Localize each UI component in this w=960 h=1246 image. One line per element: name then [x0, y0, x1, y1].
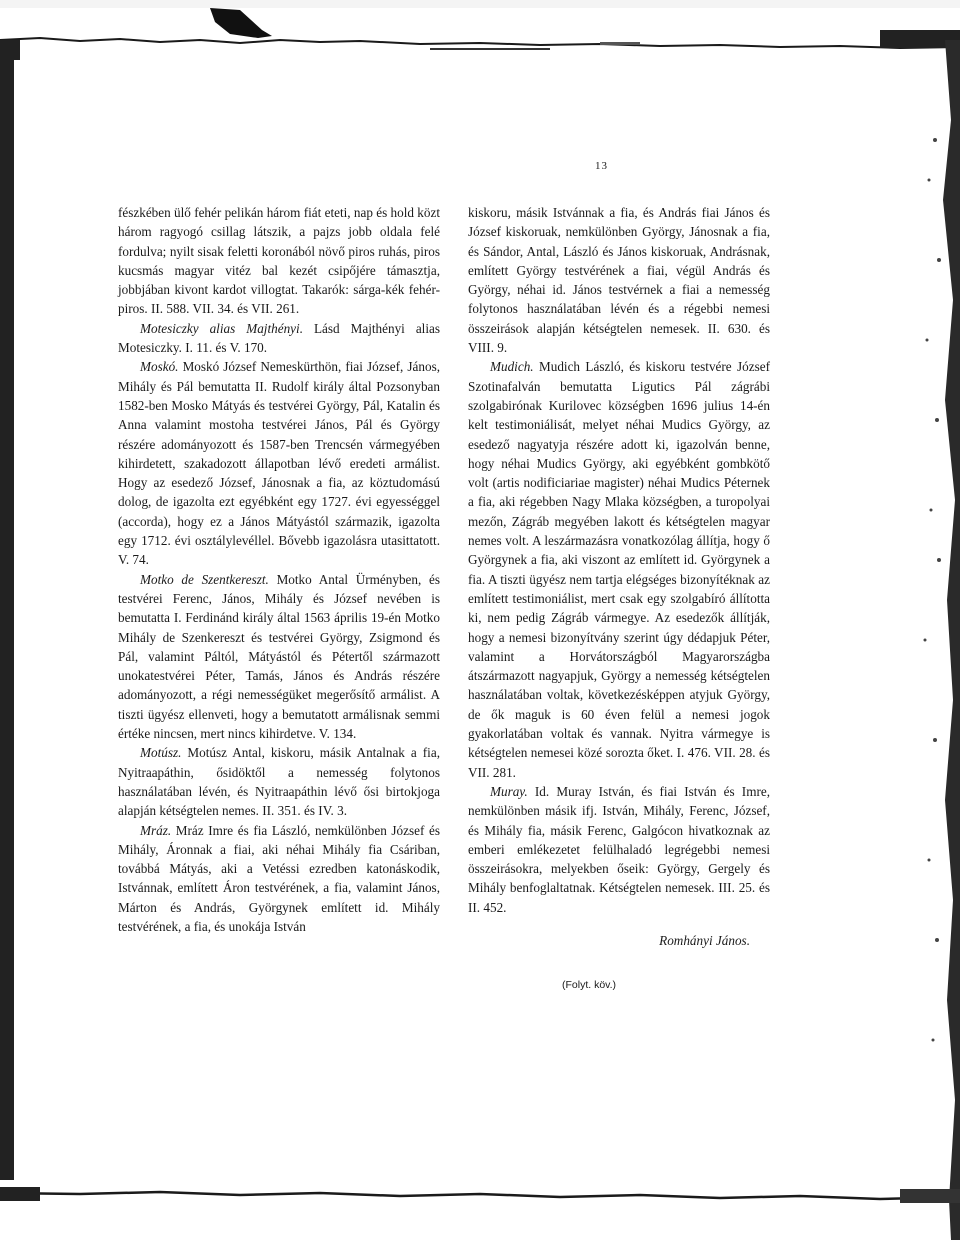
author-signature: Romhányi János.: [659, 932, 750, 948]
entry-title: Moskó.: [140, 359, 179, 375]
scan-border-left: [0, 40, 14, 1180]
entry-title: Muray.: [490, 783, 528, 799]
entry-text: Motko Antal Ürményben, és testvérei Ferenc, János, Mihály és József nevében is bemutatta I. Ferdinánd király által 1563 április 19-én Motko Mihály de Szenkereszt és testvérei György, Zsigmond és Pál, valamint Páltól, Mátyástól és Pétertől származott unokatestvérei Péter, Tamás, János és András részére adományozott, a régi nemességüket megerősítő armálist. A tiszti ügyész ellenveti, hogy a bemutatott armálisnak semmi értéke nincsen, mert nincs kihirdetve. V. 134.: [118, 571, 440, 742]
paragraph: [468, 357, 770, 782]
left-column: [118, 203, 440, 936]
entry-text: Id. Muray István, és fiai István és Imre, nemkülönben másik ifj. István, Mihály, Ferenc, József, és Mihály fia, másik Ferenc, Galgócon hivatkoznak az emberi emlékezetet felülhaladó legrégebbi nemesi összeirásokra, melyekben őseik: György, Gergely és Mihály benfoglaltatnak. Kétségtelen nemesek. III. 25. és II. 452.: [468, 783, 770, 915]
entry-text: Mráz Imre és fia László, nemkülönben József és Mihály, Áronnak a fiai, aki néhai Mihály fia Csáriban, továbbá Mátyás, aki a Vetéssi ezredben katonáskodik, Istvánnak, említett Áron testvérének, a fia, valamint János, Márton és András, Györgynek említett id. Mihály testvérének, a fia, és unokája István: [118, 822, 440, 934]
entry-text: Motúsz Antal, kiskoru, másik Antalnak a fia, Nyitraapáthin, ősidöktől a nemesség folytonos használatában lévén, és Nyitraapáthin lévő ősi birtokjoga alapján kétségtelen nemes. II. 351. és IV. 3.: [118, 745, 440, 819]
page-number: 13: [595, 160, 608, 172]
continuation-note: (Folyt. köv.): [562, 979, 617, 992]
scan-border-top: [0, 0, 960, 60]
entry-text: Lásd Majthényi alias Motesiczky. I. 11. és V. 170.: [118, 320, 440, 356]
entry-title: Mráz.: [140, 822, 172, 838]
paragraph: [118, 821, 440, 937]
paragraph: [118, 570, 440, 744]
paragraph: [118, 203, 440, 319]
entry-text: Mudich László, és kiskoru testvére József Szotinafalván bemutatta Ligutics Pál zágrábi szolgabirónak Kurilovec községben 1696 julius 14-én kelt testimoniálisát, melyet néhai Mudics György, az esedező nagyatyja részére adott ki, igazolván benne, hogy néhai Mudics György, aki egyébként gombkötő volt (artis nodificiariae magister) néhai Mudics Péternek a fia, aki régebben Nagy Mlaka községben, a turopolyai mezőn, Zágráb megyében lakott és kétségtelen magyar nemes volt. A leszármazásra vonatkozólag állítja, hogy ő Györgynek a fia, aki viszont az említett id. Györgynek a fia. A tiszti ügyész nem tartja elégséges bizonyítéknak az említett testimoniálist, mert csak egy szolgabíró állította ki, nem pedig Zágráb vármegye. Az esedezők állítják, hogy a nemesi bizonyítvány szerint úgy dédapjuk Péter, valamint a Horvátországból Magyarországba átszármazott nagyapjuk, György a nemesség kétségtelen használatában voltak, következésképpen atyjuk György, de ők maguk is 60 éven felül a nemesi jogok gyakorlatában voltak és vannak. Nyitra vármegye is kétségtelen nemesei közé sorozta őket. I. 476. VII. 28. és VII. 281.: [468, 359, 770, 780]
entry-title: Motúsz.: [140, 745, 182, 761]
paragraph: [468, 782, 770, 917]
entry-title: Motko de Szentkereszt.: [140, 571, 269, 587]
paragraph: [118, 357, 440, 569]
scan-border-bottom: [0, 1175, 960, 1215]
entry-text: Moskó József Nemeskürthön, fiai József, János, Mihály és Pál bemutatta II. Rudolf király által Pozsonyban 1582-ben Mosko Mátyás és testvérei György, Pál, Katalin és Anna valamint mostoha testvérei János, Pál és György részére adományozott és 1587-ben Trencsén vármegyében kihirdetett, szakadozott állapotban lévő eredeti armálist. Hogy az esedező József, Jánosnak a fia, az köztudomású dolog, de igazolta ezt egyébként egy 1727. évi egyességgel (accorda), hogy ez a János Mátyástól származik, igazolta egy 1712. évi osztálylevéllel. Bővebb igazolásra utasittatott. V. 74.: [118, 359, 440, 568]
entry-text: fészkében ülő fehér pelikán három fiát eteti, nap és hold közt három ragyogó csillag látszik, a pajzs jobb oldala felé fordulva; nyilt sisak feletti koronából növő piros ruhás, piros kucsmás magyar vitéz bal kezét csipőjére támasztja, jobbjában kivont kardot villogtat. Takarók: sárga-kék fehér-piros. II. 588. VII. 34. és VII. 261.: [118, 205, 440, 317]
entry-title: Motesiczky alias Majthényi.: [140, 320, 303, 336]
right-column: [468, 203, 770, 996]
paragraph: [118, 319, 440, 358]
paragraph: [468, 203, 770, 357]
paragraph: [118, 743, 440, 820]
scan-border-right: [915, 40, 960, 1240]
entry-title: Mudich.: [490, 359, 534, 375]
entry-text: kiskoru, másik Istvánnak a fia, és András fiai János és József kiskoruak, nemkülönben György, Jánosnak a fia, és Sándor, Antal, László és János kiskoruak, Andrásnak, említett György testvérének a fiai, végül András és György, néhai id. János testvérnek a fiai a nemesség folytonos használatában lévén és a régebbi nemesi összeirások alapján kétségtelen nemesek. II. 630. és VIII. 9.: [468, 205, 770, 356]
